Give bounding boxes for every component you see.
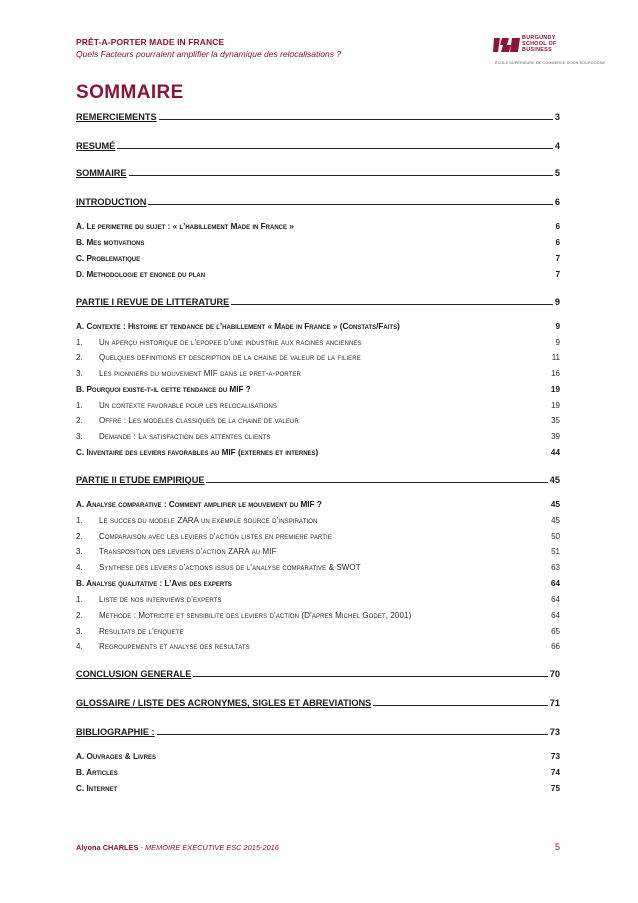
toc-entry-page: 9 xyxy=(554,297,560,307)
toc-entry-page: 45 xyxy=(551,516,560,525)
toc-entry-label: Regroupements et analyse des resultats xyxy=(99,642,250,651)
toc-entry-page: 9 xyxy=(555,338,560,347)
toc-entry[interactable] xyxy=(76,511,560,525)
toc-entry-page: 45 xyxy=(550,500,560,509)
toc-entry-page: 19 xyxy=(550,385,560,394)
toc-entry-label: A. Ouvrages & Livres xyxy=(76,752,156,761)
logo-tagline: ÉCOLE SUPÉRIEURE DE COMMERCE DIJON BOURGOGNE xyxy=(495,61,606,65)
toc-entry[interactable] xyxy=(76,495,560,509)
footer-author-name: Alyona CHARLES xyxy=(76,843,139,852)
toc-entry-leader xyxy=(193,676,547,677)
toc-entry-page: 3 xyxy=(554,112,560,122)
logo-text-line3: BUSINESS xyxy=(522,47,552,53)
toc-entry-page: 73 xyxy=(550,752,560,761)
header-title: PRÊT-A-PORTER MADE IN FRANCE xyxy=(76,37,225,47)
toc-entry-page: 35 xyxy=(551,416,560,425)
toc-entry[interactable] xyxy=(76,249,560,263)
toc-entry-page: 45 xyxy=(549,475,560,485)
toc-entry-page: 7 xyxy=(555,254,560,263)
toc-entry-page: 6 xyxy=(555,222,560,231)
toc-entry-leader xyxy=(157,734,548,735)
toc-entry-leader xyxy=(206,482,547,483)
toc-entry[interactable] xyxy=(76,108,560,122)
toc-entry-leader xyxy=(129,175,553,176)
toc-entry[interactable] xyxy=(76,443,560,457)
toc-entry[interactable] xyxy=(76,763,560,777)
toc-entry-page: 6 xyxy=(554,197,560,207)
toc-entry-label: Le succes du modele ZARA un exemple source d’inspiration xyxy=(99,516,318,525)
toc-entry[interactable] xyxy=(76,293,560,307)
toc-entry-label: Offre : Les modeles classiques de la chaine de valeur xyxy=(99,416,299,425)
toc-entry-page: 50 xyxy=(551,532,560,541)
toc-entry-label: D. Methodologie et enonce du plan xyxy=(76,270,206,279)
toc-entry-page: 19 xyxy=(551,401,560,410)
toc-entry-label: Les pionniers du mouvement MIF dans le pret-a-porter xyxy=(99,369,301,378)
toc-entry[interactable] xyxy=(76,606,560,620)
toc-entry-leader xyxy=(117,148,553,149)
toc-entry-page: 66 xyxy=(551,642,560,651)
toc-entry-number: 1. xyxy=(76,516,83,525)
toc-entry-leader xyxy=(159,119,553,120)
school-logo xyxy=(493,34,606,68)
toc-entry[interactable] xyxy=(76,542,560,556)
toc-entry[interactable] xyxy=(76,637,560,651)
toc-entry-number: 3. xyxy=(76,547,83,556)
toc-entry-leader xyxy=(148,204,552,205)
logo-mark-icon xyxy=(493,35,521,55)
toc-entry-label: B. Mes motivations xyxy=(76,238,145,247)
toc-entry-label: Liste de nos interviews d’experts xyxy=(99,595,222,604)
toc-entry[interactable] xyxy=(76,527,560,541)
toc-entry-label: B. Pourquoi existe-t-il cette tendance du MIF ? xyxy=(76,385,251,394)
toc-entry-number: 2. xyxy=(76,353,83,362)
logo-text-line1: BURGUNDY xyxy=(522,35,556,41)
toc-entry-page: 64 xyxy=(551,611,560,620)
toc-entry-page: 5 xyxy=(554,168,560,178)
toc-entry[interactable] xyxy=(76,558,560,572)
toc-entry-label: Un aperçu historique de l’epopee d’une industrie aux racines anciennes xyxy=(99,338,362,347)
toc-entry[interactable] xyxy=(76,396,560,410)
toc-entry-page: 51 xyxy=(551,547,560,556)
toc-entry[interactable] xyxy=(76,364,560,378)
toc-entry-label: A. Contexte : Histoire et tendance de l’habillement « Made in France » (Constats/Faits) xyxy=(76,322,400,331)
toc-entry-label: C. Problematique xyxy=(76,254,141,263)
toc-entry[interactable] xyxy=(76,333,560,347)
footer-page-number: 5 xyxy=(554,842,560,852)
toc-entry-label: C. Inventaire des leviers favorables au MIF (externes et internes) xyxy=(76,448,319,457)
toc-entry-page: 39 xyxy=(551,432,560,441)
toc-entry-page: 9 xyxy=(555,322,560,331)
toc-entry-label: Demande : La satisfaction des attentes clients xyxy=(99,432,271,441)
toc-entry-page: 63 xyxy=(551,563,560,572)
toc-entry-number: 2. xyxy=(76,532,83,541)
toc-entry-page: 64 xyxy=(550,579,560,588)
toc-entry[interactable] xyxy=(76,471,560,485)
page-title: SOMMAIRE xyxy=(76,82,184,103)
toc-entry-number: 2. xyxy=(76,611,83,620)
toc-entry-number: 4. xyxy=(76,642,83,651)
toc-entry-number: 3. xyxy=(76,627,83,636)
toc-entry[interactable] xyxy=(76,380,560,394)
toc-entry[interactable] xyxy=(76,217,560,231)
toc-entry-label: RESUMÉ xyxy=(76,141,116,151)
toc-entry[interactable] xyxy=(76,348,560,362)
toc-entry[interactable] xyxy=(76,137,560,151)
toc-entry-label: BIBLIOGRAPHIE : xyxy=(76,727,155,737)
toc-entry-page: 44 xyxy=(550,448,560,457)
footer-document: MEMOIRE EXECUTIVE ESC 2015-2016 xyxy=(145,843,279,852)
toc-entry-page: 71 xyxy=(549,698,560,708)
toc-entry[interactable] xyxy=(76,317,560,331)
toc-entry-label: B. Analyse qualitative : L’Avis des experts xyxy=(76,579,232,588)
toc-entry-page: 4 xyxy=(554,141,560,151)
toc-entry-label: Un contexte favorable pour les relocalisations xyxy=(99,401,277,410)
toc-entry-label: Transposition des leviers d’action ZARA au MIF xyxy=(99,547,277,556)
toc-entry-label: A. Analyse comparative : Comment amplifier le mouvement du MIF ? xyxy=(76,500,322,509)
toc-entry-number: 1. xyxy=(76,338,83,347)
toc-entry-label: C. Internet xyxy=(76,784,118,793)
toc-entry-leader xyxy=(231,304,553,305)
toc-entry-page: 75 xyxy=(550,784,560,793)
toc-entry-label: A. Le perimetre du sujet : « l’habillement Made in France » xyxy=(76,222,294,231)
footer-author xyxy=(76,843,279,852)
toc-entry-label: Comparaison avec les leviers d’action listes en premiere partie xyxy=(99,532,332,541)
toc-entry-number: 1. xyxy=(76,401,83,410)
toc-entry-page: 65 xyxy=(551,627,560,636)
toc-entry-label: Synthese des leviers d’actions issus de l’analyse comparative & SWOT xyxy=(99,563,361,572)
toc-entry-leader xyxy=(373,705,548,706)
toc-entry-number: 2. xyxy=(76,416,83,425)
toc-entry-page: 74 xyxy=(550,768,560,777)
toc-entry-label: REMERCIEMENTS xyxy=(76,112,157,122)
toc-entry-label: Quelques definitions et description de la chaine de valeur de la filiere xyxy=(99,353,361,362)
toc-entry[interactable] xyxy=(76,265,560,279)
toc-entry-page: 6 xyxy=(555,238,560,247)
toc-entry-number: 3. xyxy=(76,369,83,378)
toc-entry-label: GLOSSAIRE / LISTE DES ACRONYMES, SIGLES ET ABREVIATIONS xyxy=(76,698,372,708)
toc-entry[interactable] xyxy=(76,574,560,588)
toc-entry[interactable] xyxy=(76,723,560,737)
footer-separator: - xyxy=(138,843,145,852)
toc-entry[interactable] xyxy=(76,747,560,761)
toc-entry-page: 64 xyxy=(551,595,560,604)
toc-entry-page: 7 xyxy=(555,270,560,279)
toc-entry-number: 4. xyxy=(76,563,83,572)
toc-entry[interactable] xyxy=(76,164,560,178)
toc-entry[interactable] xyxy=(76,427,560,441)
toc-entry-label: PARTIE II ETUDE EMPIRIQUE xyxy=(76,475,205,485)
toc-entry-number: 3. xyxy=(76,432,83,441)
toc-entry[interactable] xyxy=(76,622,560,636)
toc-entry[interactable] xyxy=(76,694,560,708)
toc-entry-label: SOMMAIRE xyxy=(76,168,127,178)
logo-text-line2: SCHOOL OF xyxy=(522,41,557,47)
toc-entry-page: 16 xyxy=(551,369,560,378)
toc-entry-label: B. Articles xyxy=(76,768,118,777)
toc-entry-number: 1. xyxy=(76,595,83,604)
toc-entry-page: 73 xyxy=(549,727,560,737)
toc-entry[interactable] xyxy=(76,411,560,425)
header-subtitle: Quels Facteurs pourraient amplifier la dynamique des relocalisations ? xyxy=(76,49,342,59)
toc-entry[interactable] xyxy=(76,590,560,604)
toc-entry-label: INTRODUCTION xyxy=(76,197,147,207)
toc-entry-label: PARTIE I REVUE DE LITTERATURE xyxy=(76,297,230,307)
toc-entry[interactable] xyxy=(76,779,560,793)
toc-entry-page: 11 xyxy=(551,353,560,362)
toc-entry-page: 70 xyxy=(549,669,560,679)
toc-entry-label: Methode : Motricite et sensibilite des leviers d’action (D’apres Michel Godet, 2001) xyxy=(99,611,412,620)
toc-entry[interactable] xyxy=(76,193,560,207)
toc-entry-label: Resultats de l’enquete xyxy=(99,627,184,636)
toc-entry-label: CONCLUSION GENERALE xyxy=(76,669,192,679)
toc-entry[interactable] xyxy=(76,233,560,247)
toc-entry[interactable] xyxy=(76,665,560,679)
